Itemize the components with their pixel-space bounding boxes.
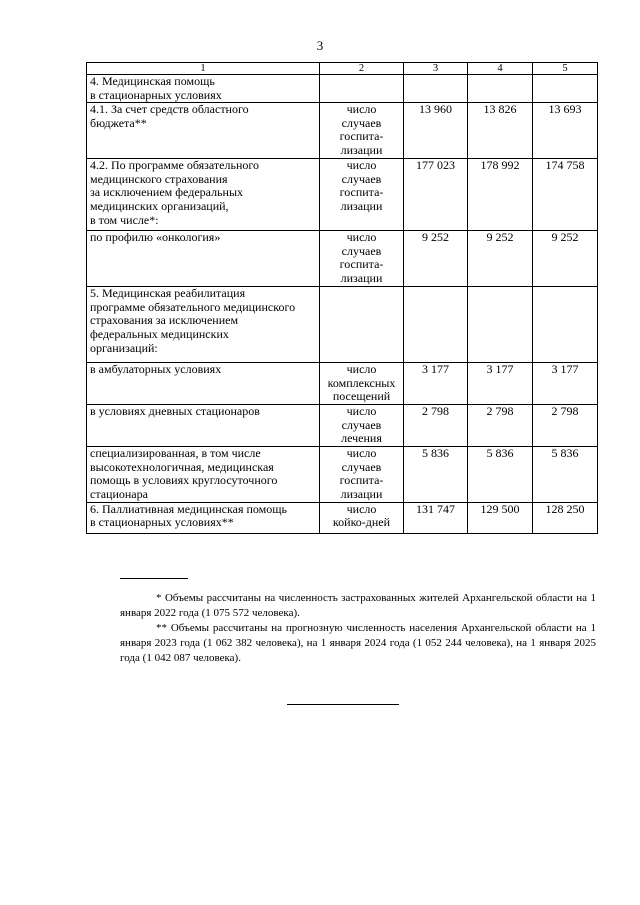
end-rule (287, 704, 399, 705)
row-value-2024: 13 693 (533, 103, 598, 159)
footnote: ** Объемы рассчитаны на прогнозную численность населения Архангельской области на 1 января 2023 года (1 062 382 человека), на 1 января 2024 года (1 052 244 человека), на 1 января 2025 года (1 042 087 человека). (120, 622, 596, 664)
row-value-2024: 9 252 (533, 231, 598, 287)
page-number: 3 (316, 38, 324, 53)
table-row (87, 447, 598, 502)
row-value-2022: 131 747 (404, 502, 468, 533)
table-row (87, 103, 598, 159)
footnotes (120, 591, 596, 666)
row-value-2023 (468, 75, 533, 103)
row-name-cell: специализированная, в том числе высокотехнологичная, медицинская помощь в условиях круглосуточного стационара (87, 447, 320, 502)
header-cell: 5 (533, 63, 598, 75)
table-row (87, 159, 598, 231)
row-value-2022: 2 798 (404, 405, 468, 447)
table-row (87, 502, 598, 533)
row-name-cell: 5. Медицинская реабилитация программе обязательного медицинского страхования за исключением федеральных медицинских организаций: (87, 287, 320, 363)
table-row (87, 363, 598, 405)
row-value-2022: 13 960 (404, 103, 468, 159)
table-row (87, 287, 598, 363)
table-row (87, 231, 598, 287)
header-cell: 4 (468, 63, 533, 75)
row-value-2022 (404, 75, 468, 103)
header-cell: 1 (87, 63, 320, 75)
row-value-2024: 128 250 (533, 502, 598, 533)
row-name-cell: в амбулаторных условиях (87, 363, 320, 405)
row-unit-cell: число случаев лечения (320, 405, 404, 447)
table-row (87, 405, 598, 447)
volume-table (86, 62, 598, 534)
row-unit-cell: число случаев госпита- лизации (320, 231, 404, 287)
header-cell: 3 (404, 63, 468, 75)
row-value-2024: 2 798 (533, 405, 598, 447)
row-value-2022: 5 836 (404, 447, 468, 502)
row-value-2023: 5 836 (468, 447, 533, 502)
row-name-cell: 4. Медицинская помощь в стационарных условиях (87, 75, 320, 103)
row-value-2023: 13 826 (468, 103, 533, 159)
row-value-2023: 3 177 (468, 363, 533, 405)
row-value-2024 (533, 287, 598, 363)
header-cell: 2 (320, 63, 404, 75)
row-unit-cell: число случаев госпита- лизации (320, 447, 404, 502)
row-value-2023 (468, 287, 533, 363)
row-name-cell: 4.1. За счет средств областного бюджета** (87, 103, 320, 159)
row-value-2023: 129 500 (468, 502, 533, 533)
row-value-2022: 3 177 (404, 363, 468, 405)
row-value-2024: 3 177 (533, 363, 598, 405)
footnote: * Объемы рассчитаны на численность застрахованных жителей Архангельской области на 1 января 2022 года (1 075 572 человека). (120, 592, 596, 619)
table-header-row (87, 63, 598, 75)
row-value-2024 (533, 75, 598, 103)
row-unit-cell: число комплексных посещений (320, 363, 404, 405)
row-name-cell: 6. Паллиативная медицинская помощь в стационарных условиях** (87, 502, 320, 533)
row-name-cell: по профилю «онкология» (87, 231, 320, 287)
row-value-2024: 5 836 (533, 447, 598, 502)
row-unit-cell: число койко-дней (320, 502, 404, 533)
row-name-cell: 4.2. По программе обязательного медицинского страхования за исключением федеральных медицинских организаций, в том числе*: (87, 159, 320, 231)
footnote-separator (120, 578, 188, 579)
row-value-2023: 178 992 (468, 159, 533, 231)
row-unit-cell: число случаев госпита- лизации (320, 103, 404, 159)
row-value-2023: 9 252 (468, 231, 533, 287)
row-name-cell: в условиях дневных стационаров (87, 405, 320, 447)
row-unit-cell: число случаев госпита- лизации (320, 159, 404, 231)
row-unit-cell (320, 75, 404, 103)
table-row (87, 75, 598, 103)
row-value-2022: 177 023 (404, 159, 468, 231)
row-value-2022: 9 252 (404, 231, 468, 287)
row-value-2023: 2 798 (468, 405, 533, 447)
row-unit-cell (320, 287, 404, 363)
row-value-2022 (404, 287, 468, 363)
row-value-2024: 174 758 (533, 159, 598, 231)
